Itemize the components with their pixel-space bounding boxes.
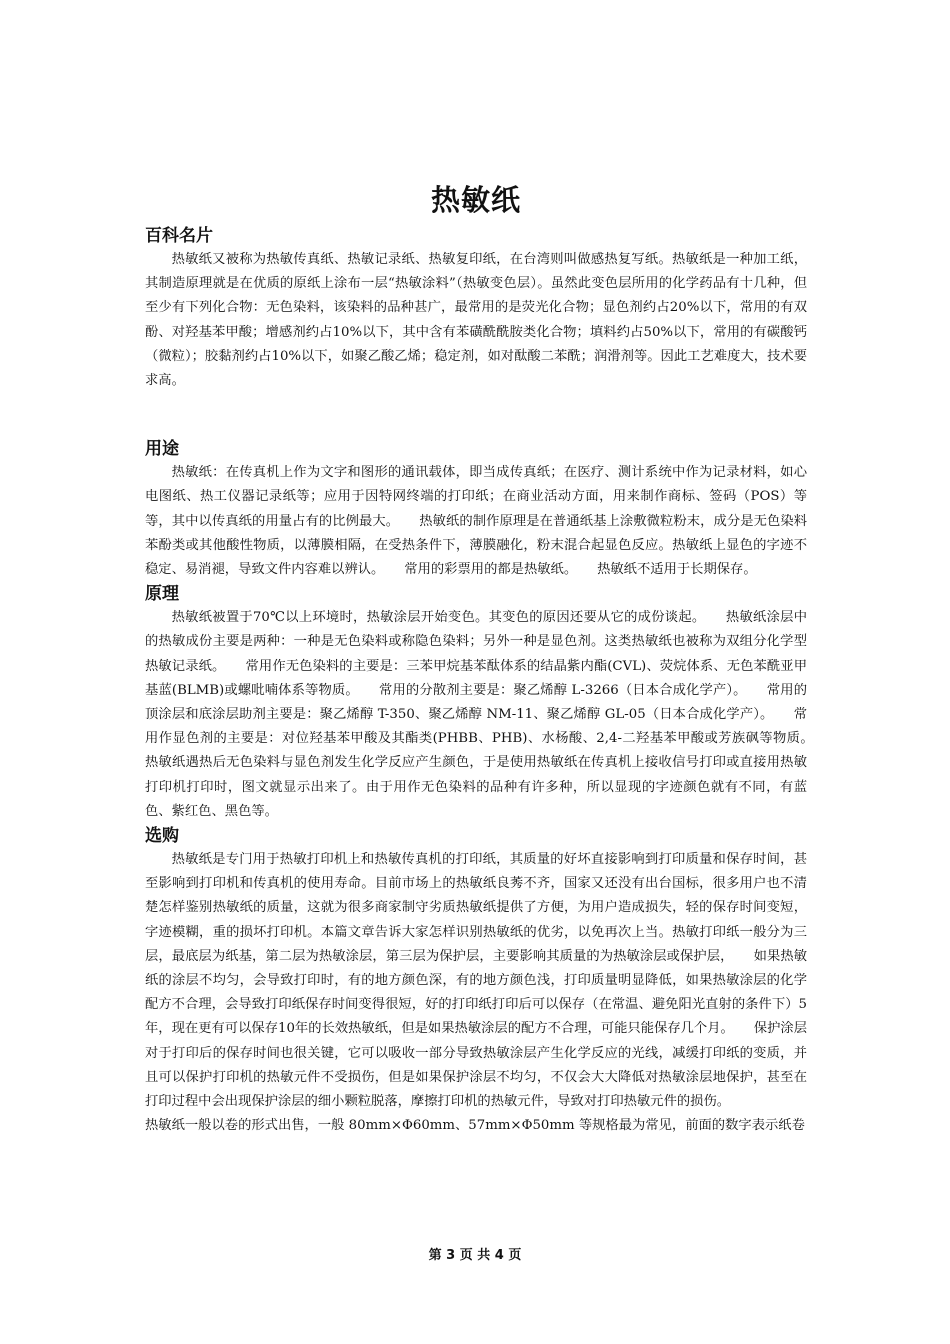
paragraph-purchase-trailing: 热敏纸一般以卷的形式出售，一般 80mm×Φ60mm、57mm×Φ50mm 等规格最为常见，前面的数字表示纸卷 — [145, 1118, 805, 1134]
section-spacer — [145, 393, 807, 437]
page-number-footer: 第 3 页 共 4 页 — [428, 1248, 522, 1263]
section-heading-encyclopedia: 百科名片 — [145, 226, 213, 246]
document-title: 热敏纸 — [430, 183, 521, 217]
paragraph-principle: 热敏纸被置于70℃以上环境时，热敏涂层开始变色。其变色的原因还要从它的成份谈起。 热敏纸涂层中的热敏成份主要是两种：一种是无色染料或称隐色染料；另外一种是显色剂。这类热敏纸也被称为双组分化学型热敏记录纸。 常用作无色染料的主要是：三苯甲烷基苯酞体系的结晶紫内酯(CVL)、荧烷体系、无色苯酰亚甲基蓝(BLMB)或螺吡喃体系等物质。 常用的分散剂主要是：聚乙烯醇 L-3266（日本合成化学产）。 常用的顶涂层和底涂层助剂主要是：聚乙烯醇 T-350、聚乙烯醇 NM-11、聚乙烯醇 GL-05（日本合成化学产）。 常用作显色剂的主要是：对位羟基苯甲酸及其酯类(PHBB、PHB)、水杨酸、2,4-二羟基苯甲酸或芳族砜等物质。 热敏纸遇热后无色染料与显色剂发生化学反应产生颜色，于是使用热敏纸在传真机上接收信号打印或直接用热敏打印机打印时，图文就显示出来了。由于用作无色染料的品种有许多种，所以显现的字迹颜色就有不同，有蓝色、紫红色、黑色等。 — [145, 610, 834, 819]
paragraph-uses: 热敏纸：在传真机上作为文字和图形的通讯载体，即当成传真纸；在医疗、测计系统中作为记录材料，如心电图纸、热工仪器记录纸等；应用于因特网终端的打印纸；在商业活动方面，用来制作商标、签码（POS）等等，其中以传真纸的用量占有的比例最大。 热敏纸的制作原理是在普通纸基上涂敷微粒粉末，成分是无色染料苯酚类或其他酸性物质，以薄膜相隔，在受热条件下，薄膜融化，粉末混合起显色反应。热敏纸上显色的字迹不稳定、易消褪，导致文件内容难以辨认。 常用的彩票用的都是热敏纸。 热敏纸不适用于长期保存。 — [145, 465, 807, 578]
section-heading-purchase: 选购 — [145, 826, 179, 847]
paragraph-purchase: 热敏纸是专门用于热敏打印机上和热敏传真机的打印纸，其质量的好坏直接影响到打印质量和保存时间，甚至影响到打印机和传真机的使用寿命。目前市场上的热敏纸良莠不齐，国家又还没有出台国标，很多用户也不清楚怎样鉴别热敏纸的质量，这就为很多商家制守劣质热敏纸提供了方便，为用户造成损失，轻的保存时间变短，字迹模糊，重的损坏打印机。本篇文章告诉大家怎样识别热敏纸的优劣，以免再次上当。热敏打印纸一般分为三层，最底层为纸基，第二层为热敏涂层，第三层为保护层，主要影响其质量的为热敏涂层或保护层， 如果热敏纸的涂层不均匀，会导致打印时，有的地方颜色深，有的地方颜色浅，打印质量明显降低，如果热敏涂层的化学配方不合理，会导致打印纸保存时间变得很短，好的打印纸打印后可以保存（在常温、避免阳光直射的条件下）5年，现在更有可以保存10年的长效热敏纸，但是如果热敏涂层的配方不合理，可能只能保存几个月。 保护涂层对于打印后的保存时间也很关键，它可以吸收一部分导致热敏涂层产生化学反应的光线，减缓打印纸的变质，并且可以保护打印机的热敏元件不受损伤，但是如果保护涂层不均匀，不仅会大大降低对热敏涂层地保护，甚至在打印过程中会出现保护涂层的细小颗粒脱落，摩擦打印机的热敏元件，导致对打印热敏元件的损伤。 — [145, 852, 807, 1110]
document-page — [145, 180, 834, 1139]
section-heading-principle: 原理 — [145, 584, 179, 605]
paragraph-encyclopedia: 热敏纸又被称为热敏传真纸、热敏记录纸、热敏复印纸，在台湾则叫做感热复写纸。热敏纸是一种加工纸，其制造原理就是在优质的原纸上涂布一层“热敏涂料”（热敏变色层）。虽然此变色层所用的化学药品有十几种，但至少有下列化合物：无色染料，该染料的品种甚广，最常用的是荧光化合物；显色剂约占20%以下，常用的有双酚、对羟基苯甲酸；增感剂约占10%以下，其中含有苯磺酰酰胺类化合物；填料约占50%以下，常用的有碳酸钙（微粒）；胶黏剂约占10%以下，如聚乙酸乙烯；稳定剂，如对酞酸二苯酰；润滑剂等。因此工艺难度大，技术要求高。 — [145, 252, 807, 389]
section-heading-uses: 用途 — [145, 439, 179, 460]
